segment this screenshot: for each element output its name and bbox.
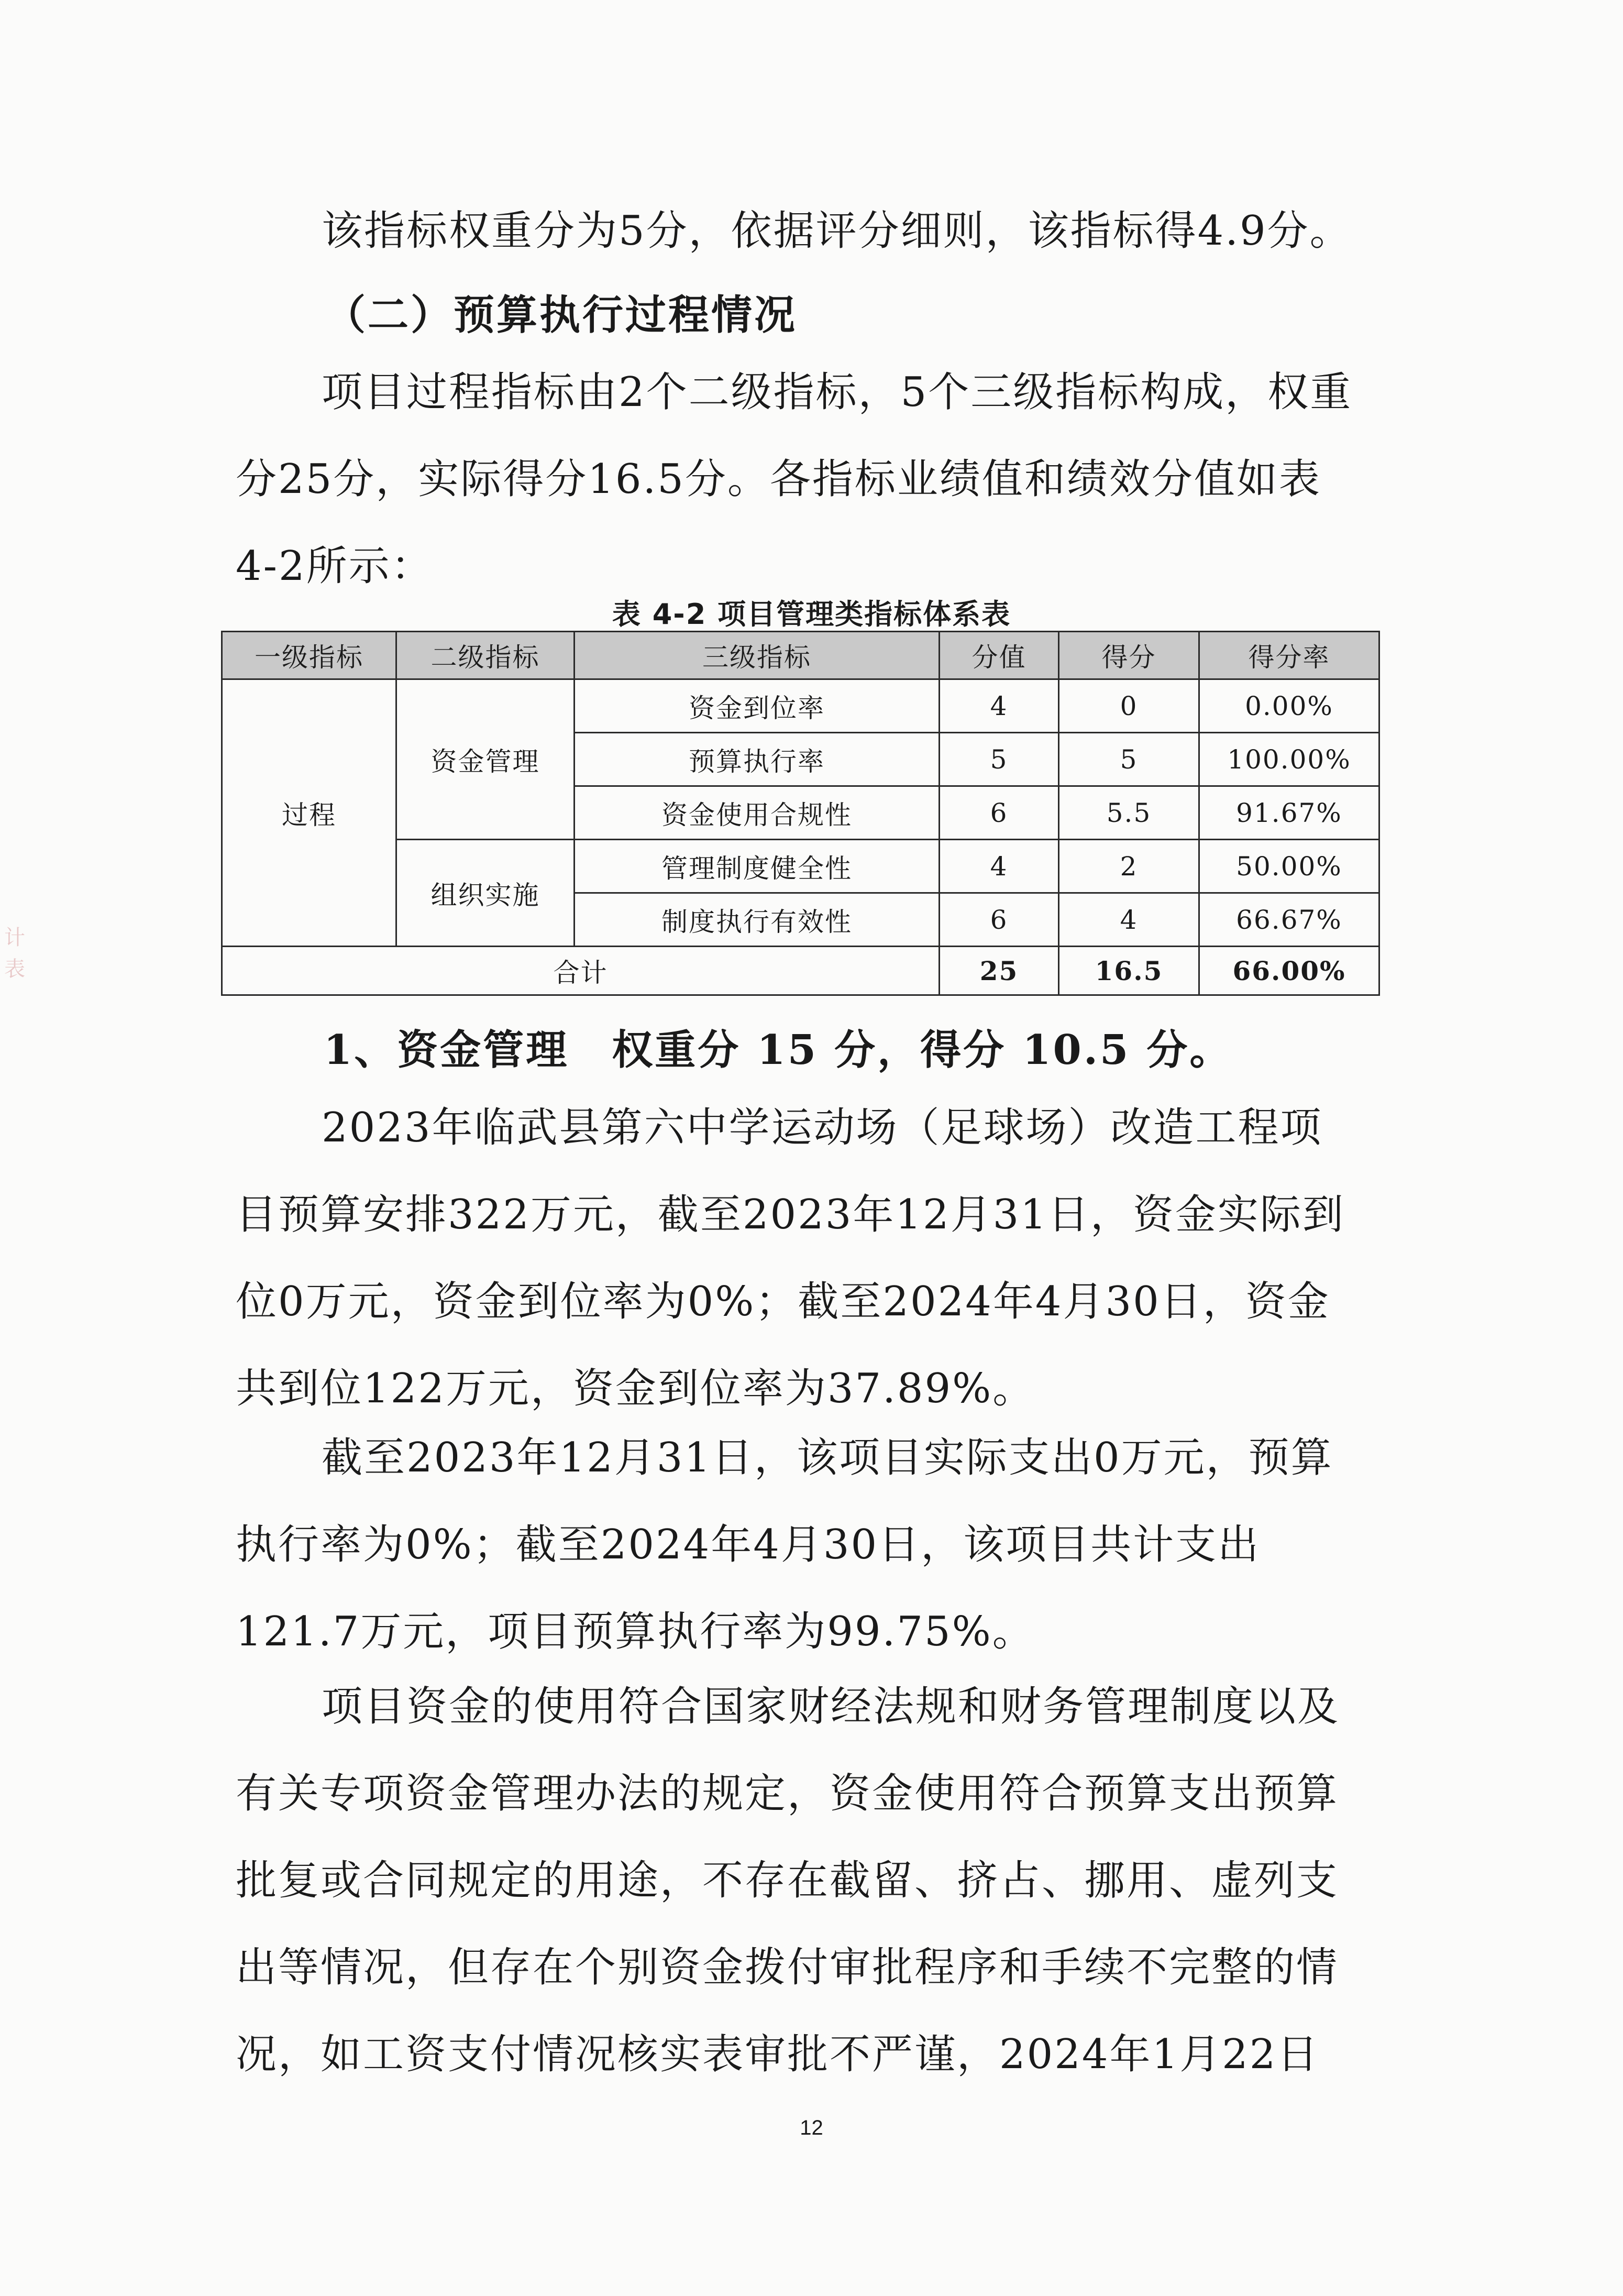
subheading-fund-management: 1、资金管理 权重分 15 分，得分 10.5 分。: [324, 1026, 1233, 1074]
score-cell: 4: [1059, 893, 1199, 947]
paragraph-budget-execution: 截至2023年12月31日，该项目实际支出0万元，预算执行率为0%；截至2024年4月30日，该项目共计支出121.7万元，项目预算执行率为99.75%。: [236, 1434, 1333, 1655]
level1-cell: 过程: [222, 679, 396, 947]
table-header-row: [222, 632, 1379, 679]
table-caption: 表 4-2 项目管理类指标体系表: [612, 598, 1011, 631]
score-cell: 0: [1059, 679, 1199, 733]
value-cell: 5: [940, 733, 1059, 786]
rate-cell: 66.67%: [1199, 893, 1379, 947]
section-intro-paragraph: 项目过程指标由2个二级指标，5个三级指标构成，权重分25分，实际得分16.5分。各指标业绩值和绩效分值如表4-2所示：: [236, 369, 1353, 590]
score-cell: 2: [1059, 840, 1199, 893]
header-level3: 三级指标: [575, 632, 940, 679]
header-value: 分值: [940, 632, 1059, 679]
value-cell: 4: [940, 840, 1059, 893]
header-rate: 得分率: [1199, 632, 1379, 679]
total-value: 25: [940, 947, 1059, 995]
indicator-cell: 预算执行率: [575, 733, 940, 786]
value-cell: 4: [940, 679, 1059, 733]
value-cell: 6: [940, 786, 1059, 840]
paragraph-fund-arrival: 2023年临武县第六中学运动场（足球场）改造工程项目预算安排322万元，截至2023年12月31日，资金实际到位0万元，资金到位率为0%；截至2024年4月30日，资金共到位122万元，资金到位率为37.89%。: [236, 1104, 1345, 1412]
rate-cell: 91.67%: [1199, 786, 1379, 840]
page-number: 12: [800, 2116, 823, 2139]
indicator-cell: 制度执行有效性: [575, 893, 940, 947]
header-level1: 一级指标: [222, 632, 396, 679]
indicator-cell: 管理制度健全性: [575, 840, 940, 893]
paragraph-fund-compliance: 项目资金的使用符合国家财经法规和财务管理制度以及有关专项资金管理办法的规定，资金使用符合预算支出预算批复或合同规定的用途，不存在截留、挤占、挪用、虚列支出等情况，但存在个别资金拨付审批程序和手续不完整的情况，如工资支付情况核实表审批不严谨，2024年1月22日: [236, 1683, 1340, 2078]
table-row: [222, 679, 1379, 733]
score-cell: 5: [1059, 733, 1199, 786]
section-heading: （二）预算执行过程情况: [325, 291, 798, 339]
indicator-cell: 资金到位率: [575, 679, 940, 733]
intro-line: 该指标权重分为5分，依据评分细则，该指标得4.9分。: [322, 207, 1352, 255]
margin-stamp-mark: 计表: [4, 926, 25, 981]
value-cell: 6: [940, 893, 1059, 947]
total-label: 合计: [222, 947, 940, 995]
indicator-cell: 资金使用合规性: [575, 786, 940, 840]
rate-cell: 100.00%: [1199, 733, 1379, 786]
header-score: 得分: [1059, 632, 1199, 679]
header-level2: 二级指标: [396, 632, 575, 679]
score-cell: 5.5: [1059, 786, 1199, 840]
total-score: 16.5: [1059, 947, 1199, 995]
rate-cell: 50.00%: [1199, 840, 1379, 893]
indicator-table: [221, 631, 1380, 996]
level2-cell: 资金管理: [396, 679, 575, 840]
level2-cell: 组织实施: [396, 840, 575, 947]
total-rate: 66.00%: [1199, 947, 1379, 995]
rate-cell: 0.00%: [1199, 679, 1379, 733]
table-total-row: [222, 947, 1379, 995]
